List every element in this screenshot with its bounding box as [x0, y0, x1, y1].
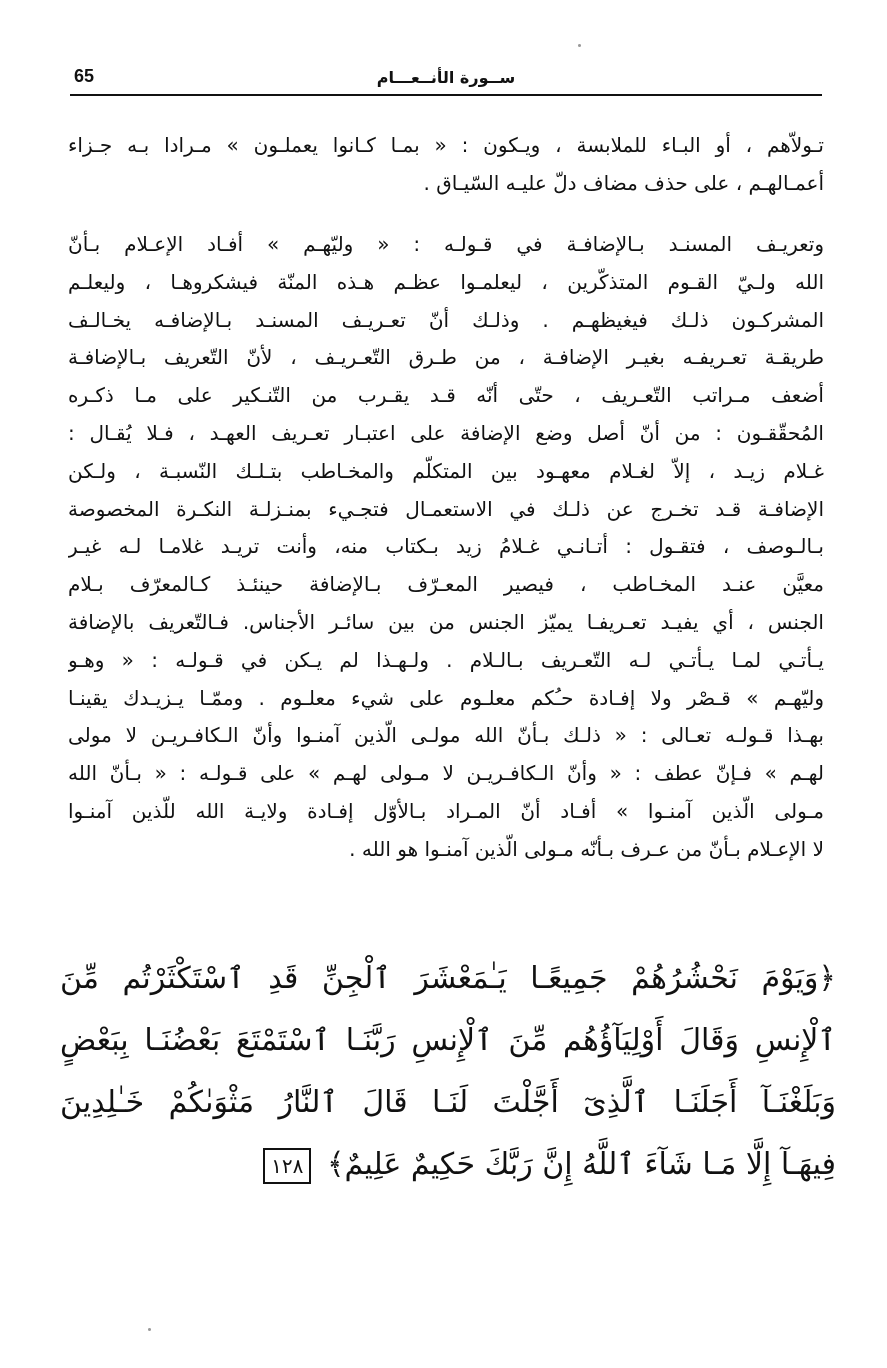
text-line: أعمـالهـم ، على حذف مضاف دلّ عليـه السّيـاق .	[423, 171, 824, 195]
text-line: أضعف مـراتب التّعـريف ، حتّى أنّه قـد يقـرب من التّنـكير على مـا ذكـره	[68, 383, 824, 408]
paragraph-1	[68, 126, 824, 202]
text-line: لهـم » فـإنّ عطف : « وأنّ الـكافـريـن لا مـولى لهـم » على قـولـه : « بـأنّ الله	[68, 761, 824, 786]
quran-verse-block	[60, 948, 836, 1196]
text-line: غـلام زيـد ، إلاّ لغـلام معهـود بين المتكلّم والمخـاطب بتـلـك النّسبـة ، ولـكن	[68, 458, 824, 483]
verse-line: وَبَلَغْنَـآ أَجَلَنَـا ٱلَّذِىٓ أَجَّلْتَ لَنَـا قَالَ ٱلنَّارُ مَثْوَىٰكُمْ خَـٰلِدِينَ	[60, 1085, 836, 1120]
text-line: تـولاّهم ، أو البـاء للملابسة ، ويـكون : « بمـا كـانوا يعملـون » مـرادا بـه جـزاء	[68, 133, 824, 157]
text-line: الله ولـيّ القـوم المتذكّرين ، ليعلمـوا عظـم هـذه المنّة فيشكروهـا ، وليعلـم	[68, 269, 824, 294]
text-line: المشركـون ذلـك فيغيظهـم . وذلـك أنّ تعـريـف المسنـد بـالإضافـه يخـالـف	[68, 307, 824, 332]
page-header	[70, 66, 822, 98]
text-line: لا الإعـلام بـأنّ من عـرف بـأنّه مـولى الّذين آمنـوا هو الله .	[349, 836, 824, 861]
scan-speck	[148, 1328, 151, 1331]
text-line: بـالـوصف ، فتقـول : أتـانـي غـلامُ زيد بـكتاب منه، وأنت تريـد غلامـا لـه غيـر	[68, 534, 824, 559]
verse-line-text: فِيهَـآ إِلَّا مَـا شَآءَ ٱللَّهُ إِنَّ رَبَّكَ حَكِيمٌ عَلِيمٌ﴾	[326, 1147, 836, 1182]
verse-line: ٱلْإِنسِ وَقَالَ أَوْلِيَآؤُهُم مِّنَ ٱلْإِنسِ رَبَّنَـا ٱسْتَمْتَعَ بَعْضُنَـا بِبَعْضٍ	[60, 1023, 836, 1058]
text-line: الإضافـة قـد تخـرج عن ذلـك في الاستعمـال فتجـيء بمنـزلـة النكـرة المخصوصة	[68, 496, 824, 521]
text-line: وليّهـم » قـصْر ولا إفـادة حـُكم معلـوم على شيء معلـوم . وممّـا يـزيـدك يقينـا	[68, 685, 824, 710]
scan-speck	[578, 44, 581, 47]
text-line: المُحقّقـون : من أنّ أصل وضع الإضافة على اعتبـار تعـريف العهـد ، فـلا يُقـال :	[68, 420, 824, 445]
page-number: 65	[74, 66, 95, 86]
text-line: معيَّن عنـد المخـاطب ، فيصير المعـرّف بـالإضافة حينئـذ كـالمعرّف بـلام	[68, 572, 824, 597]
text-line: الجنس ، أي يفيـد تعـريفـا يميّز الجنس من بين سائـر الأجناس. فـالتّعريف بالإضافة	[68, 609, 824, 634]
text-line: مـولى الّذين آمنـوا » أفـاد أنّ المـراد بـالأوّل إفـادة ولايـة الله للّذين آمنـوا	[68, 798, 824, 823]
header-rule	[70, 94, 822, 96]
text-line: بهـذا قـولـه تعـالى : « ذلـك بـأنّ الله مولـى الّذين آمنـوا وأنّ الـكافـريـن لا مولى	[68, 723, 824, 748]
text-line: يـأتـي لمـا يـأتـي لـه التّعـريف بـالـلام . ولـهـذا لم يـكن في قـولـه : « وهـو	[68, 647, 824, 672]
verse-line	[60, 1134, 836, 1196]
text-line: طريقـة تعـريفـه بغيـر الإضافـة ، من طـرق التّعـريـف ، لأنّ التّعريف بـالإضافـة	[68, 345, 824, 370]
verse-number-badge: ١٢٨	[263, 1148, 311, 1184]
verse-line: ﴿وَيَوْمَ نَحْشُرُهُمْ جَمِيعًـا يَـٰمَعْشَرَ ٱلْجِنِّ قَدِ ٱسْتَكْثَرْتُم مِّنَ	[60, 961, 836, 996]
paragraph-2	[68, 226, 824, 869]
text-line: وتعريـف المسنـد بـالإضافـة في قـولـه : « وليّهـم » أفـاد الإعـلام بـأنّ	[68, 232, 824, 256]
running-title: ســورة الأنــعـــام	[376, 68, 516, 87]
